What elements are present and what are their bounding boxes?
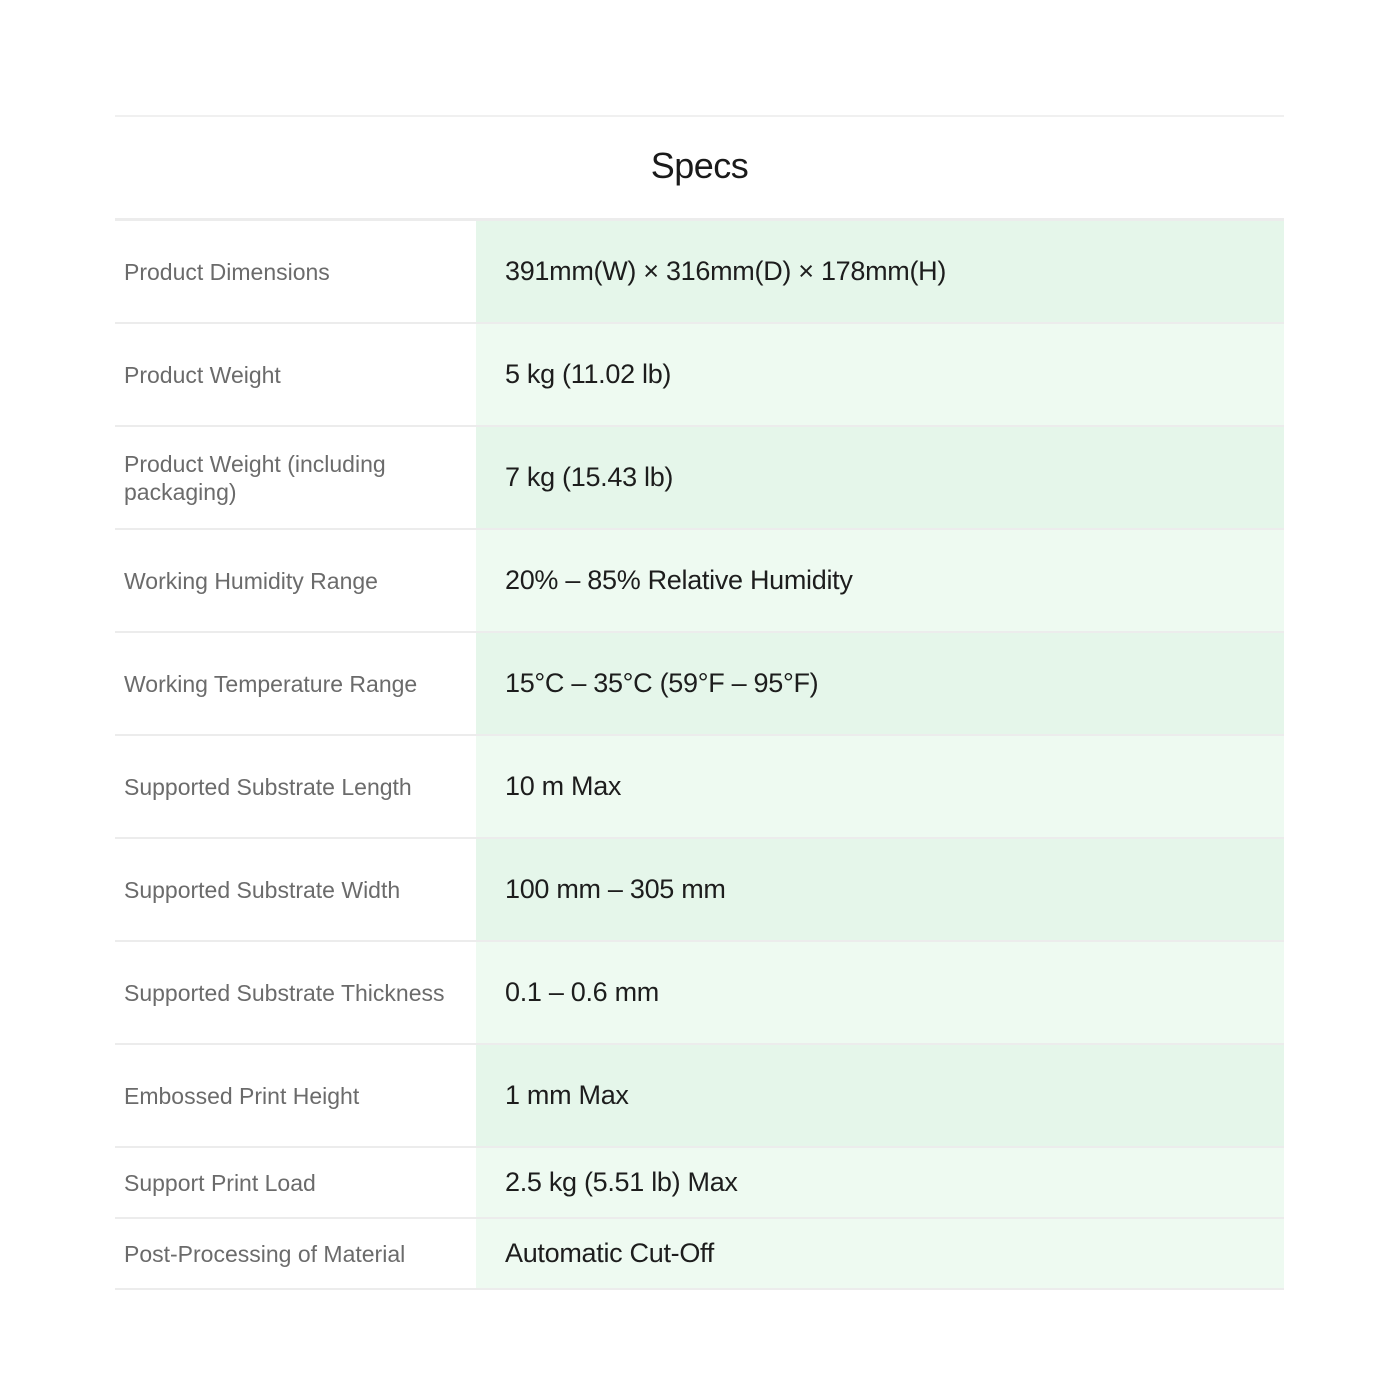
spec-row bbox=[115, 942, 1284, 1045]
spec-label: Product Weight bbox=[115, 324, 476, 425]
spec-row bbox=[115, 1148, 1284, 1219]
spec-label: Supported Substrate Thickness bbox=[115, 942, 476, 1043]
spec-row bbox=[115, 633, 1284, 736]
spec-label: Embossed Print Height bbox=[115, 1045, 476, 1146]
spec-value: 0.1 – 0.6 mm bbox=[476, 942, 1284, 1043]
spec-row bbox=[115, 736, 1284, 839]
spec-value: 391mm(W) × 316mm(D) × 178mm(H) bbox=[476, 221, 1284, 322]
spec-value: 7 kg (15.43 lb) bbox=[476, 427, 1284, 528]
spec-row bbox=[115, 839, 1284, 942]
spec-label: Working Temperature Range bbox=[115, 633, 476, 734]
spec-row bbox=[115, 221, 1284, 324]
spec-value: 10 m Max bbox=[476, 736, 1284, 837]
spec-row bbox=[115, 1045, 1284, 1148]
spec-label: Support Print Load bbox=[115, 1148, 476, 1217]
spec-value: 15°C – 35°C (59°F – 95°F) bbox=[476, 633, 1284, 734]
spec-value: 100 mm – 305 mm bbox=[476, 839, 1284, 940]
spec-label: Product Dimensions bbox=[115, 221, 476, 322]
spec-row bbox=[115, 324, 1284, 427]
spec-label: Working Humidity Range bbox=[115, 530, 476, 631]
page-title: Specs bbox=[650, 144, 749, 186]
spec-value: 20% – 85% Relative Humidity bbox=[476, 530, 1284, 631]
spec-row bbox=[115, 427, 1284, 530]
spec-label: Supported Substrate Width bbox=[115, 839, 476, 940]
spec-value: Automatic Cut-Off bbox=[476, 1219, 1284, 1288]
spec-value: 1 mm Max bbox=[476, 1045, 1284, 1146]
spec-label: Post-Processing of Material bbox=[115, 1219, 476, 1288]
spec-label: Product Weight (including packaging) bbox=[115, 427, 476, 528]
specs-table bbox=[115, 115, 1284, 1290]
spec-value: 5 kg (11.02 lb) bbox=[476, 324, 1284, 425]
spec-row bbox=[115, 530, 1284, 633]
specs-header bbox=[115, 115, 1284, 221]
spec-value: 2.5 kg (5.51 lb) Max bbox=[476, 1148, 1284, 1217]
spec-label: Supported Substrate Length bbox=[115, 736, 476, 837]
spec-row bbox=[115, 1219, 1284, 1290]
